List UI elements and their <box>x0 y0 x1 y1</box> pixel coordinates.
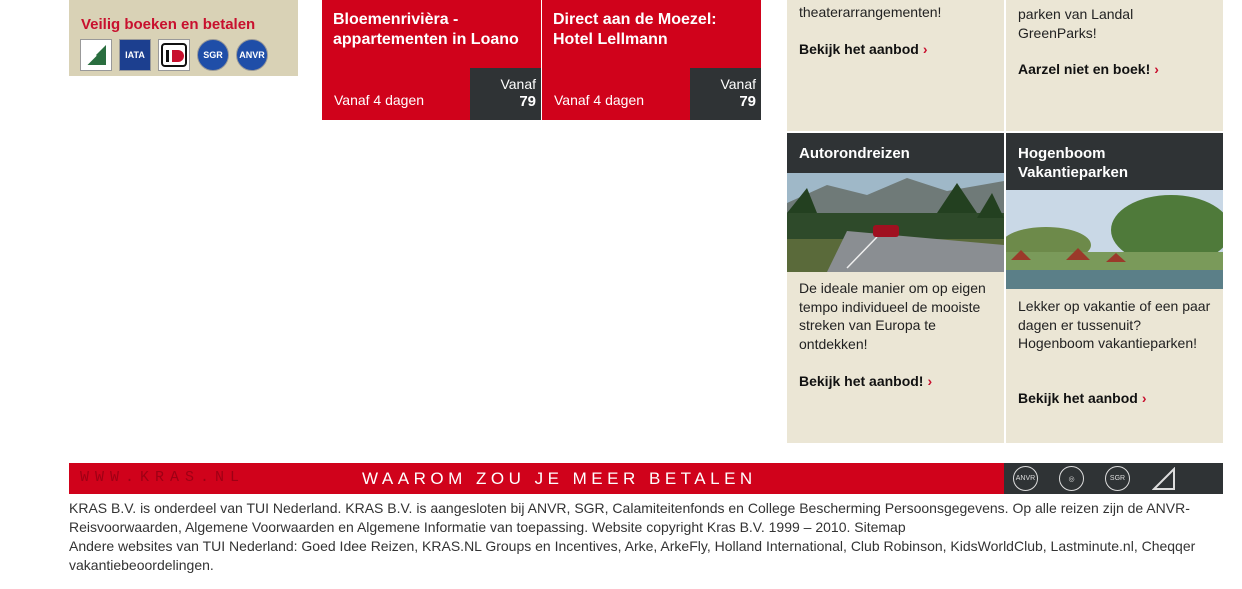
panel-text-hogenboom: Lekker op vakantie of een paar dagen er tussenuit? Hogenboom vakantieparken! <box>1018 298 1211 351</box>
chevron-right-icon: › <box>927 373 933 389</box>
lake-park-icon <box>1006 190 1223 289</box>
sgr-logo-icon[interactable]: SGR <box>197 39 229 71</box>
panel-text: theaterarrangementen! <box>799 4 942 20</box>
panel-link-label[interactable]: Bekijk het aanbod <box>799 41 919 57</box>
safe-booking-box <box>69 0 298 76</box>
panel-text-autorondreizen: De ideale manier om op eigen tempo individueel de mooiste streken van Europa te ontdekken! <box>799 280 986 352</box>
geschillencommissie-footer-icon[interactable] <box>1151 466 1176 491</box>
panel-landal <box>1006 0 1223 131</box>
offer-from-label: Vanaf <box>500 76 536 92</box>
road-landscape-icon <box>787 173 1004 272</box>
panel-theater <box>787 0 1004 131</box>
anvr-footer-icon[interactable]: ANVR <box>1013 466 1038 491</box>
panel-link-label[interactable]: Aarzel niet en boek! <box>1018 61 1151 77</box>
offer-title[interactable]: Direct aan de Moezel: Hotel Lellmann <box>553 11 717 48</box>
panel-link-autorondreizen[interactable] <box>799 373 932 389</box>
offer-price: 79 <box>519 93 536 110</box>
panel-link-label[interactable]: Bekijk het aanbod! <box>799 373 924 389</box>
footer-legal-text <box>69 499 1229 575</box>
panel-link-theater[interactable] <box>799 41 927 57</box>
hogenboom-image[interactable] <box>1006 190 1223 289</box>
offer-price-box <box>690 68 761 120</box>
offer-card-lellmann[interactable] <box>542 0 761 120</box>
chevron-right-icon: › <box>1154 61 1159 77</box>
offer-from-label: Vanaf <box>720 76 756 92</box>
footer-legal-line: KRAS B.V. is onderdeel van TUI Nederland. KRAS B.V. is aangesloten bij ANVR, SGR, Calamiteitenfonds en College Bescherming Persoonsgegevens. Op alle reizen zijn de ANVR-Reisvoorwaarden, Algemene Voorwaarden en Algemene Informatie van toepassing. Website copyright Kras B.V. 1999 – 2010. Sitemap <box>69 500 1190 535</box>
panel-link-landal[interactable] <box>1018 61 1159 77</box>
ideal-mark-icon <box>160 41 188 69</box>
footer-bar <box>69 463 1223 494</box>
calamiteitenfonds-footer-icon[interactable]: ◎ <box>1059 466 1084 491</box>
footer-url[interactable]: WWW.KRAS.NL <box>80 469 246 486</box>
offer-price-box <box>470 68 541 120</box>
footer-other-sites-line: Andere websites van TUI Nederland: Goed Idee Reizen, KRAS.NL Groups en Incentives, Arke, ArkeFly, Holland International, Club Robinson, KidsWorldClub, Lastminute.nl, Cheqqer vakantiebeoordelingen. <box>69 538 1196 573</box>
chevron-right-icon: › <box>1141 390 1147 406</box>
sgr-footer-icon[interactable]: SGR <box>1105 466 1130 491</box>
geschillencommissie-mark-icon <box>1152 467 1176 491</box>
panel-link-label[interactable]: Bekijk het aanbod <box>1018 390 1138 406</box>
offer-price: 79 <box>739 93 756 110</box>
chevron-right-icon: › <box>922 41 928 57</box>
footer-icons <box>1013 466 1176 491</box>
panel-title-hogenboom[interactable]: Hogenboom Vakantieparken <box>1006 133 1223 190</box>
offer-duration: Vanaf 4 dagen <box>334 92 425 108</box>
footer-slogan: WAAROM ZOU JE MEER BETALEN <box>362 469 757 488</box>
iata-logo-icon[interactable]: IATA <box>119 39 151 71</box>
panel-title-autorondreizen[interactable]: Autorondreizen <box>787 133 1004 173</box>
calamiteitenfonds-mark-icon <box>82 41 110 69</box>
offer-card-loano[interactable] <box>322 0 541 120</box>
panel-text: parken van Landal GreenParks! <box>1018 6 1134 41</box>
footer-slogan-band <box>69 463 1004 494</box>
autorondreizen-image[interactable] <box>787 173 1004 272</box>
safe-booking-logos <box>80 39 268 71</box>
anvr-logo-icon[interactable]: ANVR <box>236 39 268 71</box>
ideal-logo-icon[interactable] <box>158 39 190 71</box>
offer-duration: Vanaf 4 dagen <box>554 92 645 108</box>
offer-title[interactable]: Bloemenrivièra - appartementen in Loano <box>333 11 519 48</box>
panel-link-hogenboom[interactable] <box>1018 390 1146 406</box>
safe-booking-title: Veilig boeken en betalen <box>81 16 256 33</box>
calamiteitenfonds-logo-icon[interactable] <box>80 39 112 71</box>
